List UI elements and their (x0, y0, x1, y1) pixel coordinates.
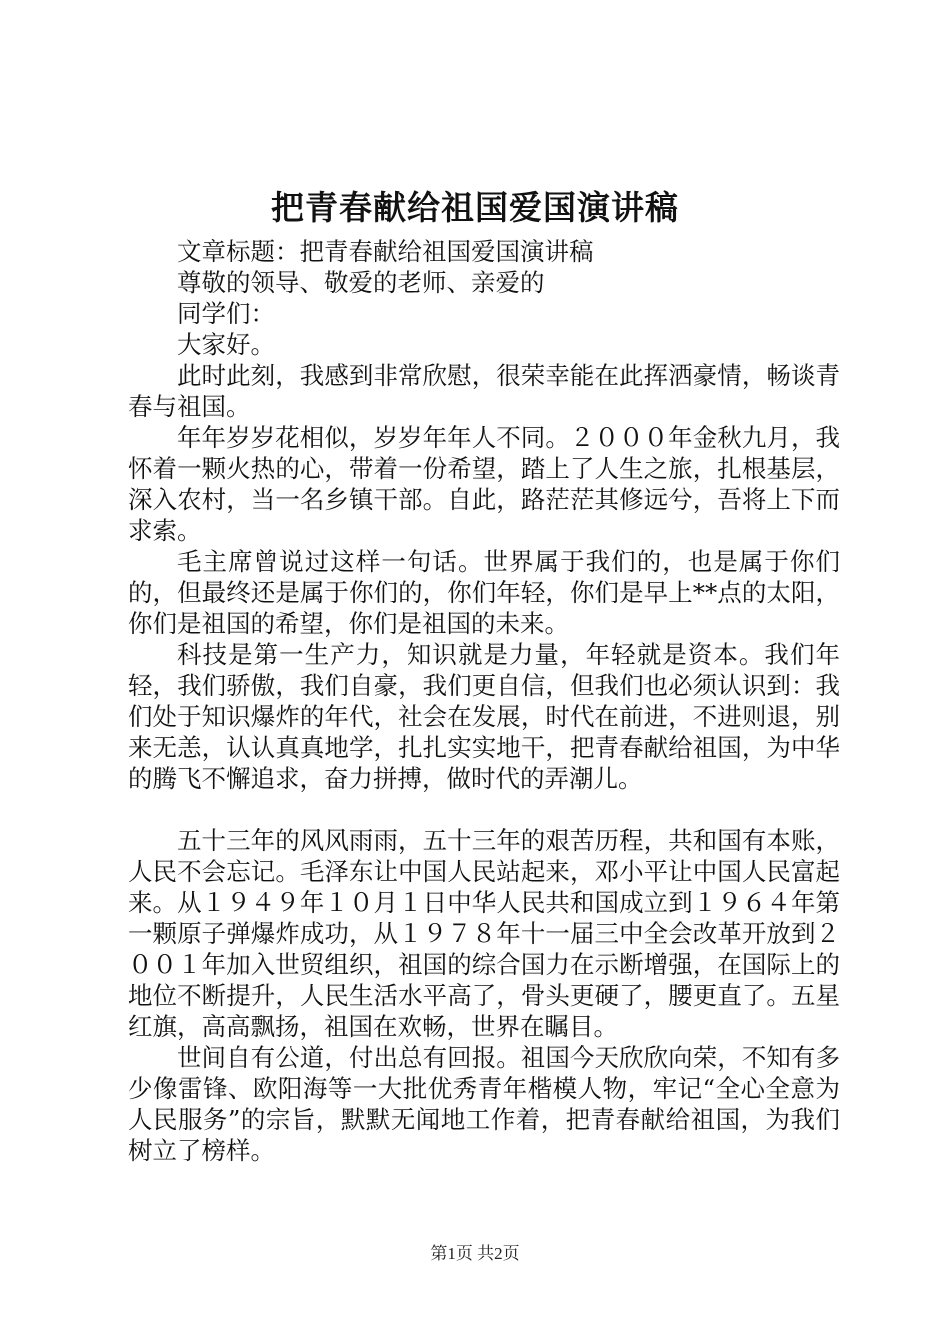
greeting-line: 大家好。 (177, 330, 275, 359)
salutation-line-1: 尊敬的领导、敬爱的老师、亲爱的 (177, 268, 545, 297)
paragraph-role-models: 世间自有公道，付出总有回报。祖国今天欣欣向荣，不知有多少像雷锋、欧阳海等一大批优秀青年楷模人物，牢记“全心全意为人民服务”的宗旨，默默无闻地工作着，把青春献给祖国，为我们树立了榜样。 (128, 1043, 840, 1165)
paragraph-mao-quote: 毛主席曾说过这样一句话。世界属于我们的，也是属于你们的，但最终还是属于你们的，你们年轻，你们是早上**点的太阳，你们是祖国的希望，你们是祖国的未来。 (128, 547, 840, 638)
salutation-line-2: 同学们： (177, 299, 275, 328)
document-title: 把青春献给祖国爱国演讲稿 (271, 188, 679, 227)
article-title-line: 文章标题：把青春献给祖国爱国演讲稿 (177, 237, 594, 266)
paragraph-2000: 年年岁岁花相似，岁岁年年人不同。２０００年金秋九月，我怀着一颗火热的心，带着一份希望，踏上了人生之旅，扎根基层，深入农村，当一名乡镇干部。自此，路茫茫其修远兮，吾将上下而求索。 (128, 423, 840, 545)
page-number: 第1页 共2页 (430, 1244, 520, 1263)
paragraph-technology: 科技是第一生产力，知识就是力量，年轻就是资本。我们年轻，我们骄傲，我们自豪，我们更自信，但我们也必须认识到：我们处于知识爆炸的年代，社会在发展，时代在前进，不进则退，别来无恙，认认真真地学，扎扎实实地干，把青春献给祖国，为中华的腾飞不懈追求，奋力拼搏，做时代的弄潮儿。 (128, 640, 840, 793)
paragraph-intro: 此时此刻，我感到非常欣慰，很荣幸能在此挥洒豪情，畅谈青春与祖国。 (128, 361, 840, 421)
paragraph-history: 五十三年的风风雨雨，五十三年的艰苦历程，共和国有本账，人民不会忘记。毛泽东让中国人民站起来，邓小平让中国人民富起来。从１９４９年１０月１日中华人民共和国成立到１９６４年第一颗原子弹爆炸成功，从１９７８年十一届三中全会改革开放到２００１年加入世贸组织，祖国的综合国力在示断增强，在国际上的地位不断提升，人民生活水平高了，骨头更硬了，腰更直了。五星红旗，高高飘扬，祖国在欢畅，世界在瞩目。 (128, 826, 840, 1041)
document-body (128, 236, 840, 1166)
